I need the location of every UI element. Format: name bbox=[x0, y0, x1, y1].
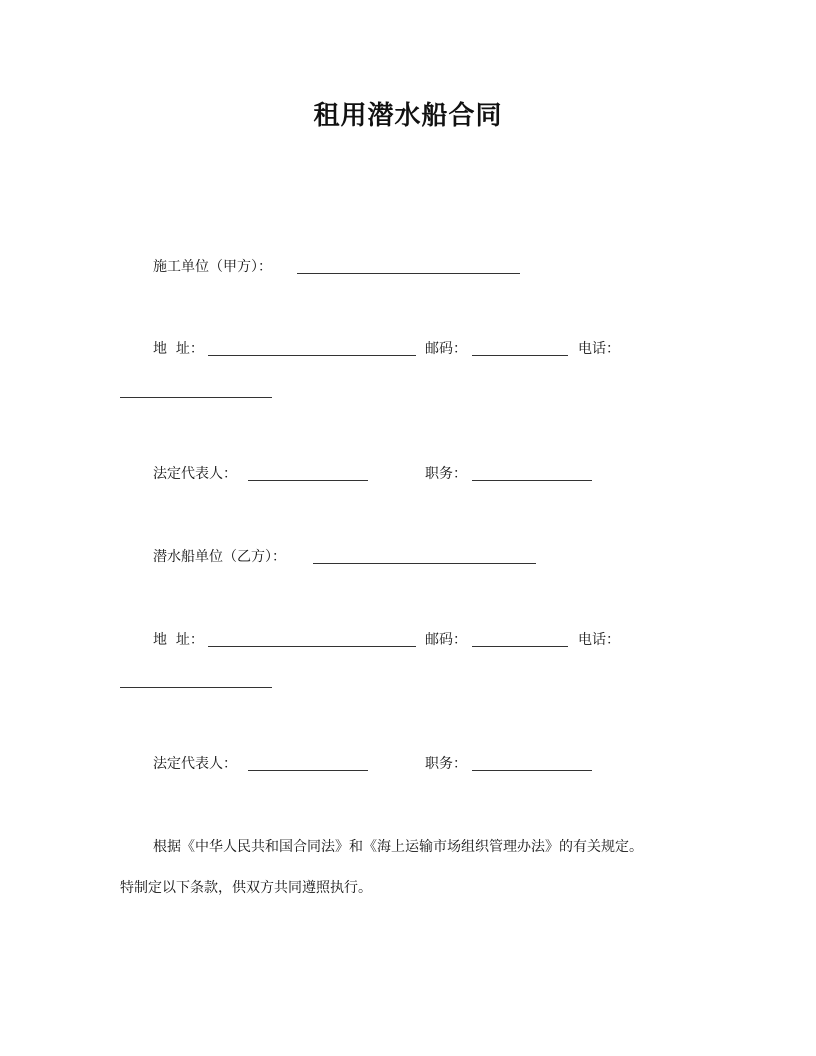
preamble-line-1: 根据《中华人民共和国合同法》和《海上运输市场组织管理办法》的有关规定。 bbox=[153, 839, 643, 855]
party-b-position-field[interactable] bbox=[472, 770, 592, 771]
party-b-unit-field[interactable] bbox=[313, 563, 536, 564]
party-a-address-label: 地 址： bbox=[153, 341, 204, 357]
party-a-position-field[interactable] bbox=[472, 480, 592, 481]
party-a-address-field[interactable] bbox=[208, 355, 416, 356]
party-b-postcode-field[interactable] bbox=[472, 646, 568, 647]
party-b-address-field[interactable] bbox=[208, 646, 416, 647]
party-b-address-label: 地 址： bbox=[153, 632, 204, 648]
party-a-unit-label: 施工单位（甲方）： bbox=[153, 259, 272, 275]
party-a-postcode-label: 邮码： bbox=[425, 341, 467, 357]
preamble-line-2: 特制定以下条款，供双方共同遵照执行。 bbox=[120, 880, 372, 896]
party-b-phone-field[interactable] bbox=[120, 687, 272, 688]
party-a-phone-label: 电话： bbox=[578, 341, 620, 357]
party-a-rep-label: 法定代表人： bbox=[153, 466, 237, 482]
party-b-unit-label: 潜水船单位（乙方）： bbox=[153, 549, 286, 565]
party-a-position-label: 职务： bbox=[425, 466, 467, 482]
party-a-rep-field[interactable] bbox=[248, 480, 368, 481]
party-a-phone-field[interactable] bbox=[120, 397, 272, 398]
party-a-postcode-field[interactable] bbox=[472, 355, 568, 356]
party-b-phone-label: 电话： bbox=[578, 632, 620, 648]
party-a-unit-field[interactable] bbox=[297, 273, 520, 274]
document-title: 租用潜水船合同 bbox=[313, 101, 503, 131]
party-b-rep-field[interactable] bbox=[248, 770, 368, 771]
party-b-postcode-label: 邮码： bbox=[425, 632, 467, 648]
party-b-rep-label: 法定代表人： bbox=[153, 756, 237, 772]
party-b-position-label: 职务： bbox=[425, 756, 467, 772]
